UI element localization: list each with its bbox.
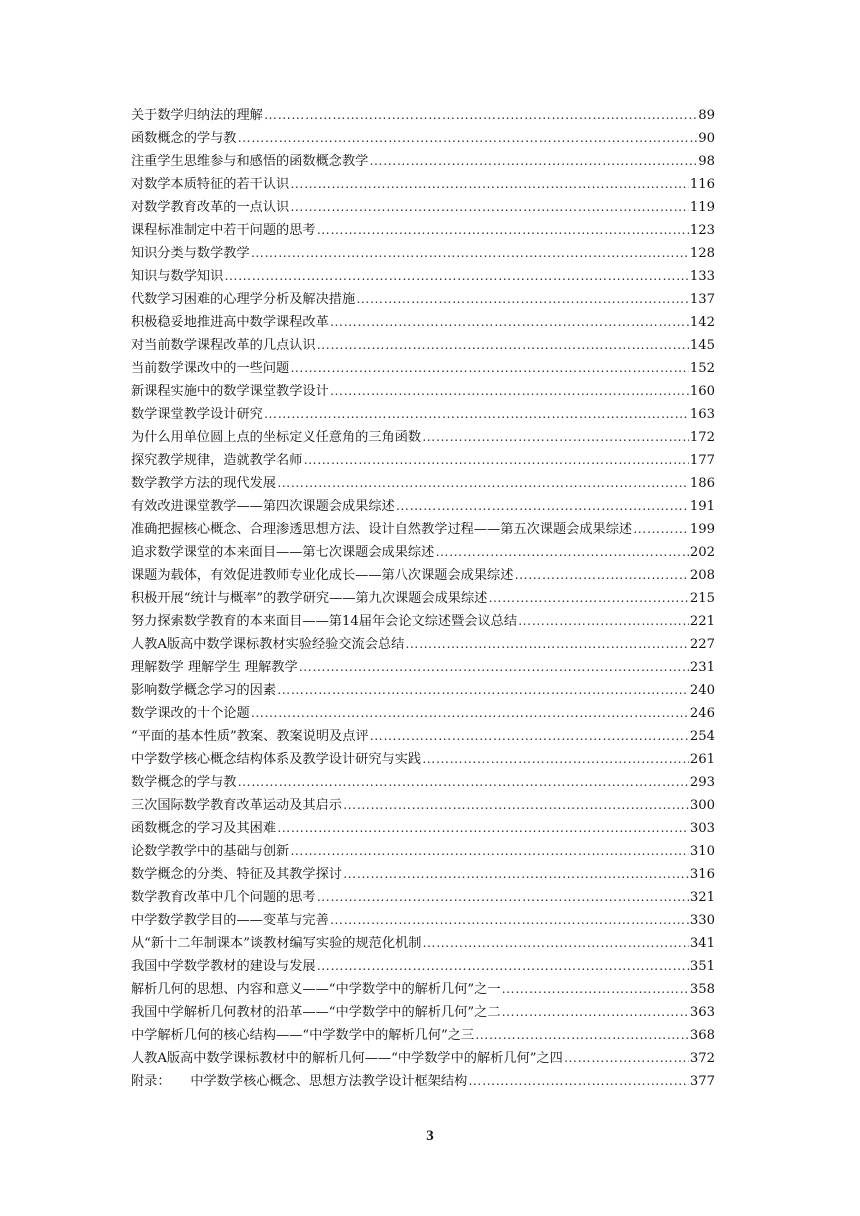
- toc-entry-title: 代数学习困难的心理学分析及解决措施: [131, 292, 356, 307]
- toc-entry-title: 探究教学规律，造就教学名师: [131, 453, 303, 468]
- toc-entry-title: 数学课堂教学设计研究: [131, 407, 263, 422]
- toc-entry: [131, 103, 715, 126]
- toc-leader-dots: [502, 1000, 689, 1023]
- toc-leader-dots: [502, 977, 689, 1000]
- toc-entry-page: 208: [689, 568, 715, 583]
- toc-entry: [131, 172, 715, 195]
- toc-entry-page: 163: [689, 407, 715, 422]
- toc-entry: [131, 1000, 715, 1023]
- toc-entry: [131, 126, 715, 149]
- toc-leader-dots: [422, 425, 689, 448]
- toc-entry-page: 90: [698, 131, 715, 146]
- toc-leader-dots: [317, 885, 689, 908]
- toc-entry: [131, 701, 715, 724]
- toc-entry: [131, 747, 715, 770]
- toc-leader-dots: [251, 241, 689, 264]
- toc-entry: [131, 908, 715, 931]
- toc-entry-page: 172: [689, 430, 715, 445]
- toc-entry: [131, 655, 715, 678]
- toc-entry: [131, 471, 715, 494]
- toc-entry-title: 对数学教育改革的一点认识: [131, 200, 290, 215]
- toc-entry-page: 186: [689, 476, 715, 491]
- toc-leader-dots: [238, 126, 698, 149]
- toc-entry: [131, 563, 715, 586]
- toc-leader-dots: [488, 586, 688, 609]
- toc-leader-dots: [330, 379, 689, 402]
- toc-leader-dots: [396, 494, 689, 517]
- toc-entry-title: 当前数学课改中的一些问题: [131, 361, 290, 376]
- toc-entry: [131, 287, 715, 310]
- toc-leader-dots: [290, 356, 689, 379]
- toc-entry-title: “平面的基本性质”教案、教案说明及点评: [131, 729, 369, 744]
- toc-entry: [131, 1046, 715, 1069]
- toc-leader-dots: [264, 402, 689, 425]
- toc-entry: [131, 816, 715, 839]
- toc-entry-title: 知识与数学知识: [131, 269, 224, 284]
- toc-entry-title: 追求数学课堂的本来面目——第七次课题会成果综述: [131, 545, 435, 560]
- toc-entry-title: 附录： 中学数学核心概念、思想方法教学设计框架结构: [131, 1074, 468, 1089]
- toc-leader-dots: [317, 954, 689, 977]
- toc-entry: [131, 586, 715, 609]
- toc-leader-dots: [238, 770, 689, 793]
- toc-entry-page: 254: [689, 729, 715, 744]
- toc-leader-dots: [422, 931, 688, 954]
- toc-leader-dots: [633, 517, 689, 540]
- toc-entry: [131, 1069, 715, 1092]
- toc-entry-title: 理解数学 理解学生 理解教学: [131, 660, 298, 675]
- toc-entry-page: 191: [689, 499, 715, 514]
- toc-entry-title: 为什么用单位圆上点的坐标定义任意角的三角函数: [131, 430, 422, 445]
- toc-entry-page: 351: [689, 959, 715, 974]
- toc-entry-title: 函数概念的学与教: [131, 131, 237, 146]
- toc-leader-dots: [317, 218, 689, 241]
- toc-entry: [131, 632, 715, 655]
- toc-entry-title: 积极开展“统计与概率”的教学研究——第九次课题会成果综述: [131, 591, 488, 606]
- toc-entry: [131, 977, 715, 1000]
- toc-entry: [131, 954, 715, 977]
- toc-entry-page: 246: [689, 706, 715, 721]
- toc-entry-title: 三次国际数学教育改革运动及其启示: [131, 798, 342, 813]
- table-of-contents: [131, 103, 715, 1092]
- toc-entry: [131, 425, 715, 448]
- toc-entry-title: 新课程实施中的数学课堂教学设计: [131, 384, 329, 399]
- toc-leader-dots: [514, 563, 688, 586]
- toc-entry-page: 310: [689, 844, 715, 859]
- toc-entry: [131, 264, 715, 287]
- toc-entry-page: 330: [689, 913, 715, 928]
- toc-leader-dots: [330, 908, 689, 931]
- toc-entry: [131, 379, 715, 402]
- toc-entry-page: 240: [689, 683, 715, 698]
- toc-entry-title: 数学教育改革中几个问题的思考: [131, 890, 316, 905]
- toc-entry: [131, 241, 715, 264]
- toc-entry-title: 中学数学教学目的——变革与完善: [131, 913, 329, 928]
- toc-entry: [131, 724, 715, 747]
- toc-entry-page: 137: [689, 292, 715, 307]
- toc-entry-title: 我国中学解析几何教材的沿革——“中学数学中的解析几何”之二: [131, 1005, 501, 1020]
- toc-entry: [131, 195, 715, 218]
- toc-entry: [131, 931, 715, 954]
- toc-entry: [131, 1023, 715, 1046]
- toc-entry: [131, 517, 715, 540]
- toc-entry-page: 261: [689, 752, 715, 767]
- toc-entry-page: 177: [689, 453, 715, 468]
- toc-entry-title: 知识分类与数学教学: [131, 246, 250, 261]
- toc-entry: [131, 885, 715, 908]
- toc-entry: [131, 793, 715, 816]
- toc-entry-page: 215: [689, 591, 715, 606]
- toc-entry: [131, 310, 715, 333]
- toc-leader-dots: [277, 678, 689, 701]
- toc-entry-page: 231: [689, 660, 715, 675]
- toc-leader-dots: [290, 839, 689, 862]
- toc-entry-title: 函数概念的学习及其困难: [131, 821, 277, 836]
- page-number: 3: [426, 1128, 434, 1144]
- toc-entry-page: 128: [689, 246, 715, 261]
- toc-entry-page: 119: [689, 200, 715, 215]
- toc-leader-dots: [299, 655, 689, 678]
- toc-leader-dots: [277, 816, 689, 839]
- toc-entry-title: 解析几何的思想、内容和意义——“中学数学中的解析几何”之一: [131, 982, 501, 997]
- toc-entry: [131, 218, 715, 241]
- toc-entry: [131, 678, 715, 701]
- toc-entry-title: 中学数学核心概念结构体系及教学设计研究与实践: [131, 752, 422, 767]
- toc-entry: [131, 402, 715, 425]
- toc-entry-page: 199: [689, 522, 715, 537]
- toc-entry-page: 368: [689, 1028, 715, 1043]
- toc-entry-title: 我国中学数学教材的建设与发展: [131, 959, 316, 974]
- toc-entry-page: 145: [689, 338, 715, 353]
- toc-entry-title: 数学概念的学与教: [131, 775, 237, 790]
- toc-entry-title: 努力探索数学教育的本来面目——第14届年会论文综述暨会议总结: [131, 614, 518, 629]
- toc-leader-dots: [405, 632, 689, 655]
- toc-leader-dots: [369, 149, 697, 172]
- toc-leader-dots: [343, 793, 689, 816]
- toc-entry-page: 321: [689, 890, 715, 905]
- toc-leader-dots: [435, 540, 689, 563]
- toc-entry-title: 数学教学方法的现代发展: [131, 476, 277, 491]
- toc-entry-page: 316: [689, 867, 715, 882]
- toc-entry-title: 数学课改的十个论题: [131, 706, 250, 721]
- toc-entry-title: 人教A版高中数学课标教材中的解析几何——“中学数学中的解析几何”之四: [131, 1051, 563, 1066]
- toc-entry-page: 116: [689, 177, 715, 192]
- toc-entry-title: 对当前数学课程改革的几点认识: [131, 338, 316, 353]
- toc-entry-page: 160: [689, 384, 715, 399]
- toc-leader-dots: [422, 747, 689, 770]
- toc-entry-page: 202: [689, 545, 715, 560]
- toc-entry: [131, 448, 715, 471]
- toc-entry: [131, 770, 715, 793]
- toc-leader-dots: [224, 264, 689, 287]
- toc-entry-page: 303: [689, 821, 715, 836]
- toc-entry: [131, 356, 715, 379]
- toc-entry: [131, 609, 715, 632]
- toc-entry-title: 注重学生思维参与和感悟的函数概念教学: [131, 154, 369, 169]
- toc-entry-title: 准确把握核心概念、合理渗透思想方法、设计自然教学过程——第五次课题会成果综述: [131, 522, 633, 537]
- toc-leader-dots: [317, 333, 689, 356]
- toc-entry-title: 中学解析几何的核心结构——“中学数学中的解析几何”之三: [131, 1028, 475, 1043]
- toc-entry-title: 从“新十二年制课本”谈教材编写实验的规范化机制: [131, 936, 422, 951]
- toc-leader-dots: [264, 103, 697, 126]
- toc-entry-page: 300: [689, 798, 715, 813]
- toc-entry-title: 数学概念的分类、特征及其教学探讨: [131, 867, 342, 882]
- toc-entry-page: 358: [689, 982, 715, 997]
- toc-leader-dots: [564, 1046, 689, 1069]
- toc-entry-page: 363: [689, 1005, 715, 1020]
- toc-entry-title: 积极稳妥地推进高中数学课程改革: [131, 315, 329, 330]
- toc-entry-title: 论数学教学中的基础与创新: [131, 844, 290, 859]
- toc-entry-page: 98: [698, 154, 715, 169]
- toc-entry-page: 123: [689, 223, 715, 238]
- toc-entry: [131, 540, 715, 563]
- toc-entry-title: 有效改进课堂教学——第四次课题会成果综述: [131, 499, 395, 514]
- toc-leader-dots: [518, 609, 689, 632]
- toc-leader-dots: [343, 862, 689, 885]
- toc-entry-page: 372: [689, 1051, 715, 1066]
- toc-entry-title: 课程标准制定中若干问题的思考: [131, 223, 316, 238]
- toc-leader-dots: [468, 1069, 689, 1092]
- toc-entry: [131, 149, 715, 172]
- toc-leader-dots: [277, 471, 689, 494]
- toc-leader-dots: [290, 172, 689, 195]
- toc-entry-page: 341: [689, 936, 715, 951]
- toc-entry-title: 人教A版高中数学课标教材实验经验交流会总结: [131, 637, 405, 652]
- toc-entry-title: 对数学本质特征的若干认识: [131, 177, 290, 192]
- toc-entry-page: 152: [689, 361, 715, 376]
- toc-leader-dots: [330, 310, 689, 333]
- toc-leader-dots: [370, 724, 689, 747]
- toc-leader-dots: [356, 287, 689, 310]
- toc-entry-title: 课题为载体，有效促进教师专业化成长——第八次课题会成果综述: [131, 568, 514, 583]
- toc-entry: [131, 494, 715, 517]
- toc-entry-page: 293: [689, 775, 715, 790]
- toc-entry-page: 133: [689, 269, 715, 284]
- toc-leader-dots: [290, 195, 689, 218]
- toc-entry: [131, 839, 715, 862]
- toc-entry-page: 377: [689, 1074, 715, 1089]
- toc-entry-title: 关于数学归纳法的理解: [131, 108, 263, 123]
- toc-entry-page: 142: [689, 315, 715, 330]
- toc-leader-dots: [303, 448, 688, 471]
- toc-leader-dots: [475, 1023, 689, 1046]
- toc-entry-page: 221: [689, 614, 715, 629]
- toc-leader-dots: [251, 701, 689, 724]
- toc-entry: [131, 862, 715, 885]
- toc-entry: [131, 333, 715, 356]
- toc-entry-page: 89: [698, 108, 715, 123]
- toc-entry-title: 影响数学概念学习的因素: [131, 683, 277, 698]
- toc-entry-page: 227: [689, 637, 715, 652]
